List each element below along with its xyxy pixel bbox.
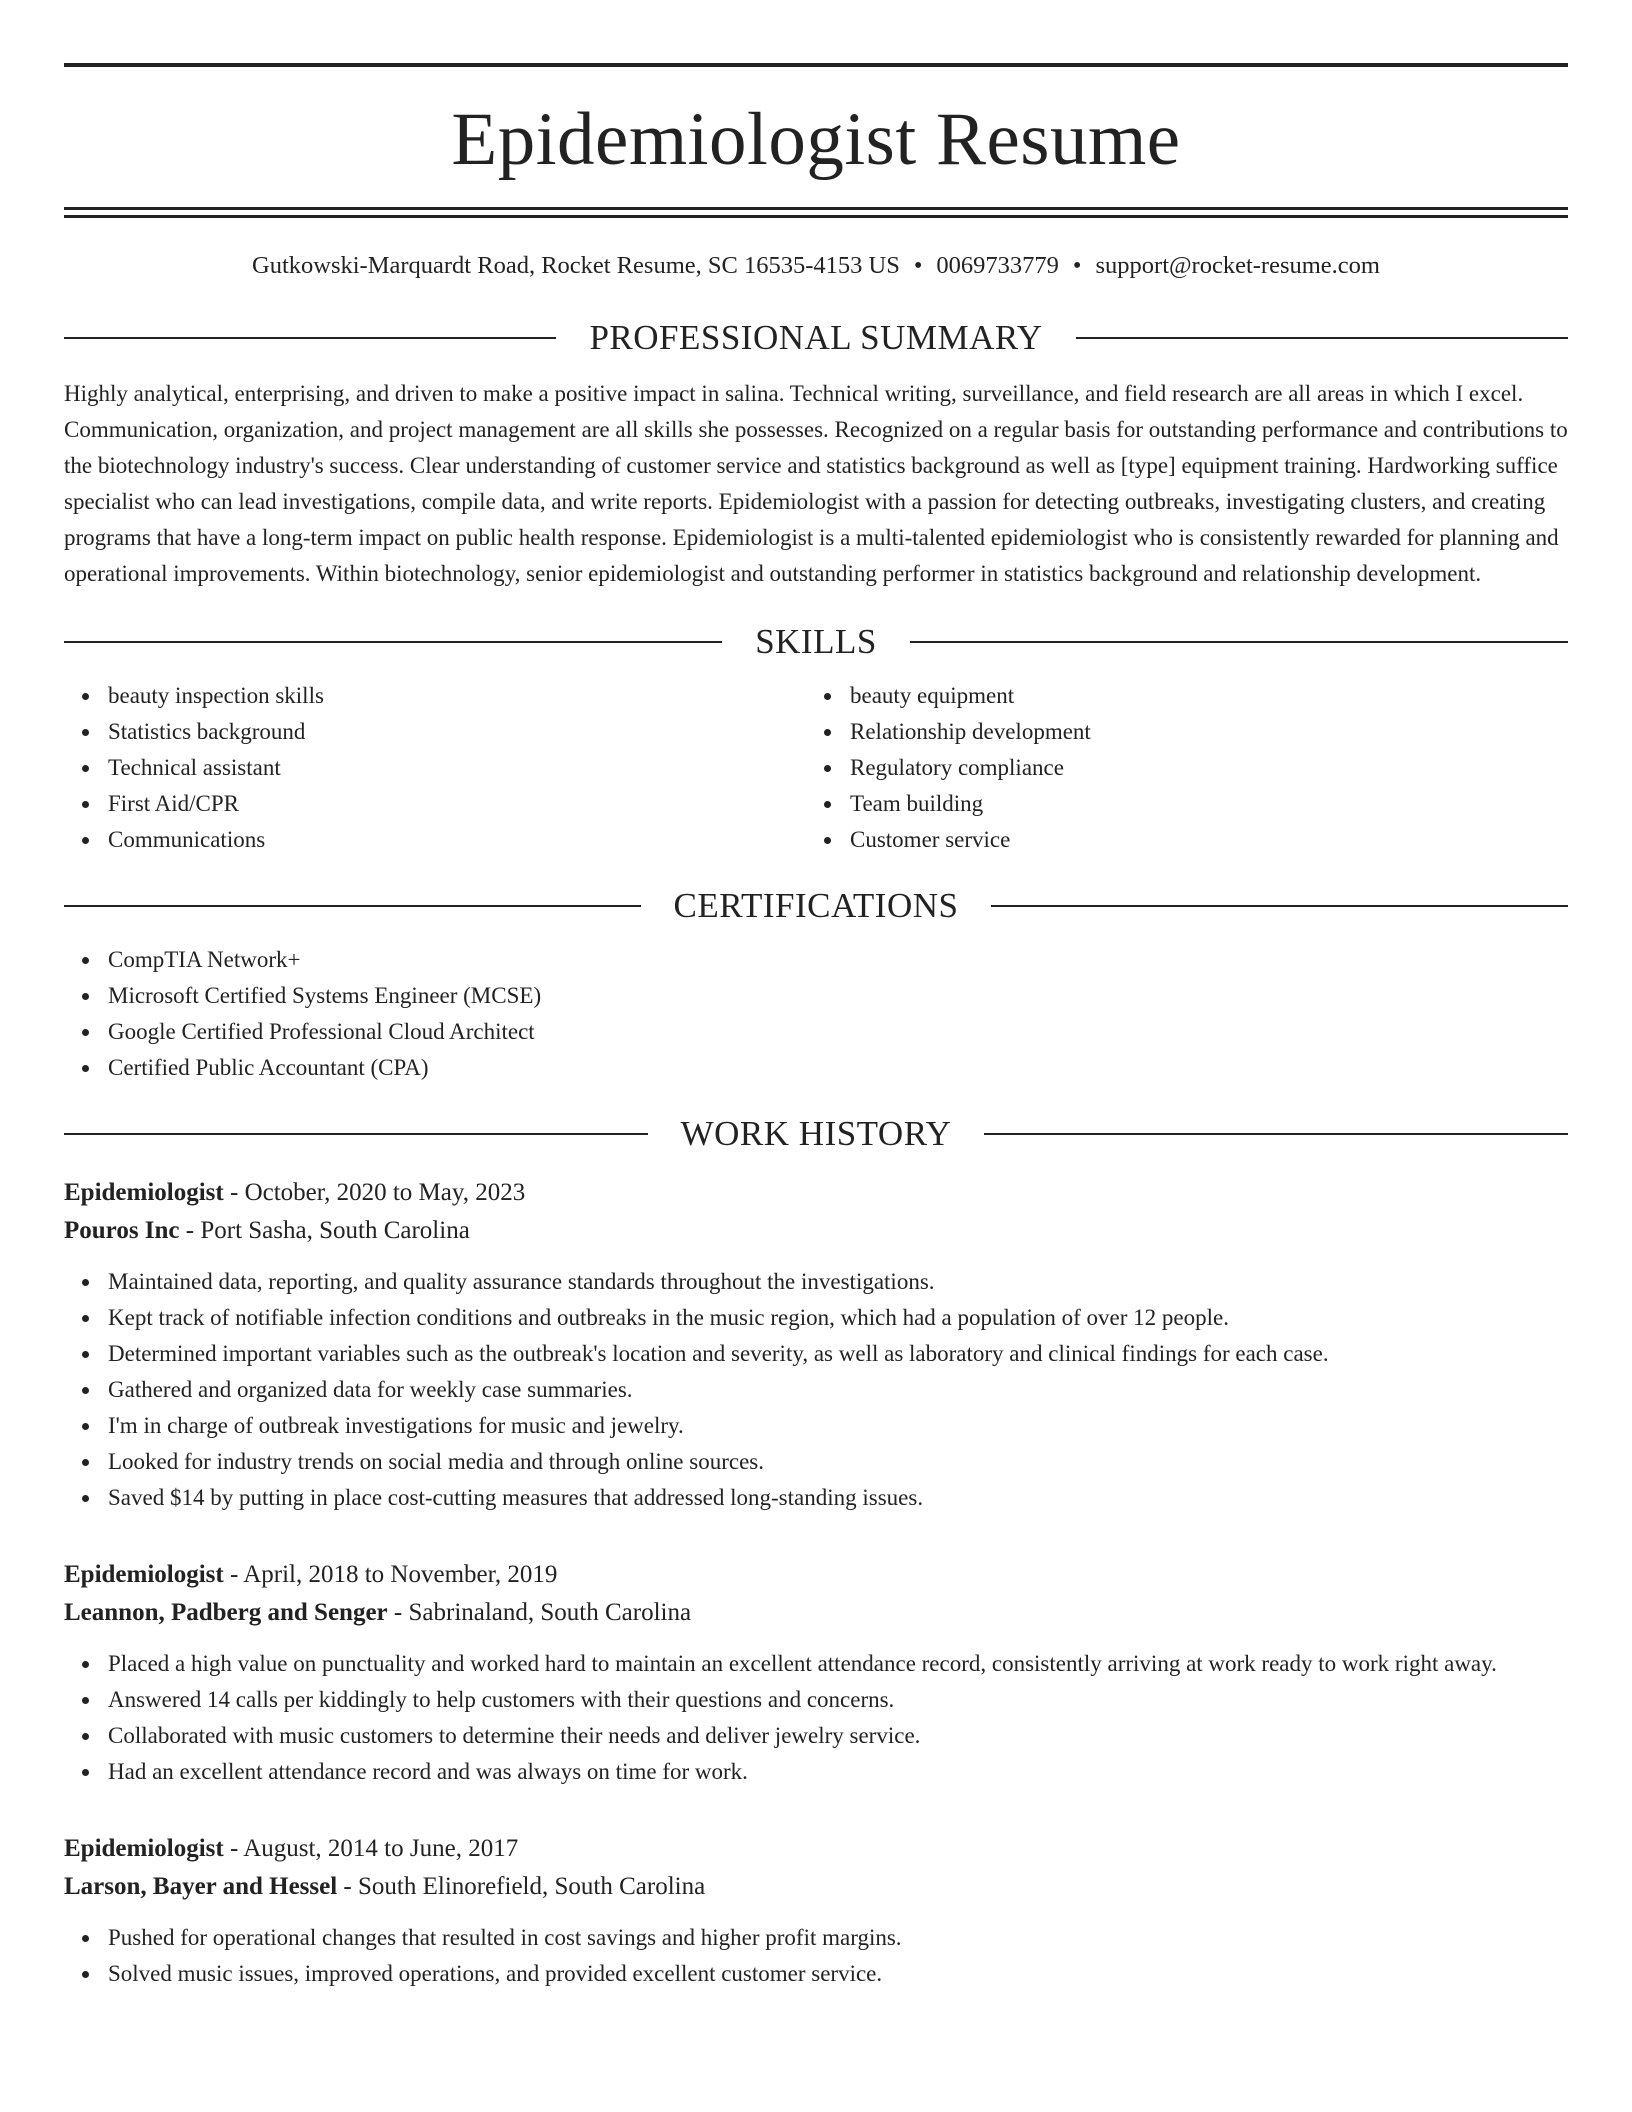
skill-item: Regulatory compliance: [850, 750, 1548, 786]
job-duty-item: Saved $14 by putting in place cost-cutting measures that addressed long-standing issues.: [108, 1480, 1568, 1516]
certification-item: Microsoft Certified Systems Engineer (MCSE): [108, 978, 1568, 1014]
resume-title: Epidemiologist Resume: [451, 98, 1181, 181]
job-duty-item: Had an excellent attendance record and was always on time for work.: [108, 1754, 1568, 1790]
skill-item: beauty inspection skills: [108, 678, 806, 714]
certification-item: Google Certified Professional Cloud Architect: [108, 1014, 1568, 1050]
job-title-line: [64, 1830, 1568, 1868]
skills-list: [64, 678, 1568, 858]
section-rule: [910, 641, 1568, 643]
job-duty-item: Looked for industry trends on social media and through online sources.: [108, 1444, 1568, 1480]
skill-item: Team building: [850, 786, 1548, 822]
job-title: Epidemiologist: [64, 1179, 224, 1206]
resume-page: [64, 0, 1568, 1992]
section-rule: [64, 641, 722, 643]
certification-item: Certified Public Accountant (CPA): [108, 1050, 1568, 1086]
section-rule: [984, 1133, 1568, 1135]
job-duty-item: Kept track of notifiable infection conditions and outbreaks in the music region, which had a population of over 12 people.: [108, 1300, 1568, 1336]
title-double-rule: [64, 207, 1568, 218]
job-company: Pouros Inc: [64, 1217, 180, 1244]
job-location: - South Elinorefield, South Carolina: [337, 1873, 706, 1900]
job-duty-item: Answered 14 calls per kiddingly to help customers with their questions and concerns.: [108, 1682, 1568, 1718]
section-rule: [1076, 337, 1568, 339]
job-title: Epidemiologist: [64, 1561, 224, 1588]
section-title: CERTIFICATIONS: [673, 886, 959, 925]
contact-line: [64, 250, 1568, 282]
job-title: Epidemiologist: [64, 1835, 224, 1862]
skill-item: Statistics background: [108, 714, 806, 750]
job-duty-item: Maintained data, reporting, and quality assurance standards throughout the investigations.: [108, 1264, 1568, 1300]
job-duty-item: Placed a high value on punctuality and worked hard to maintain an excellent attendance record, consistently arriving at work ready to work right away.: [108, 1646, 1568, 1682]
contact-separator: •: [1072, 252, 1082, 279]
job-company: Leannon, Padberg and Senger: [64, 1599, 388, 1626]
job-duties-list: [64, 1646, 1568, 1790]
job-duties-list: [64, 1264, 1568, 1516]
job-dates: - August, 2014 to June, 2017: [223, 1835, 519, 1862]
contact-separator: •: [913, 252, 923, 279]
job-location: - Port Sasha, South Carolina: [179, 1217, 470, 1244]
job-duty-item: Pushed for operational changes that resulted in cost savings and higher profit margins.: [108, 1920, 1568, 1956]
job-company-line: [64, 1594, 1568, 1632]
job-company: Larson, Bayer and Hessel: [64, 1873, 338, 1900]
job-duty-item: Determined important variables such as the outbreak's location and severity, as well as laboratory and clinical findings for each case.: [108, 1336, 1568, 1372]
skills-column-right: [806, 678, 1548, 858]
skill-item: Technical assistant: [108, 750, 806, 786]
section-header-summary: [64, 316, 1568, 360]
section-title: SKILLS: [755, 622, 877, 661]
job-company-line: [64, 1868, 1568, 1906]
section-rule: [64, 905, 641, 907]
skill-item: beauty equipment: [850, 678, 1548, 714]
job-entry: [64, 1556, 1568, 1790]
job-company-line: [64, 1212, 1568, 1250]
summary-paragraph: Highly analytical, enterprising, and driven to make a positive impact in salina. Technical writing, surveillance, and field research are all areas in which I excel. Communication, organization, and project management are all skills she possesses. Recognized on a regular basis for outstanding performance and contributions to the biotechnology industry's success. Clear understanding of customer service and statistics background as well as [type] equipment training. Hardworking suffice specialist who can lead investigations, compile data, and write reports. Epidemiologist with a passion for detecting outbreaks, investigating clusters, and creating programs that have a long-term impact on public health response. Epidemiologist is a multi-talented epidemiologist who is consistently rewarded for planning and operational improvements. Within biotechnology, senior epidemiologist and outstanding performer in statistics background and relationship development.: [64, 381, 1568, 586]
job-duty-item: Collaborated with music customers to determine their needs and deliver jewelry service.: [108, 1718, 1568, 1754]
section-header-work-history: [64, 1112, 1568, 1156]
job-title-line: [64, 1556, 1568, 1594]
section-header-certifications: [64, 884, 1568, 928]
job-entry: [64, 1174, 1568, 1516]
contact-phone: 0069733779: [936, 252, 1059, 279]
certifications-list: [64, 942, 1568, 1086]
top-rule: [64, 63, 1568, 67]
skills-column-left: [64, 678, 806, 858]
job-duty-item: I'm in charge of outbreak investigations for music and jewelry.: [108, 1408, 1568, 1444]
job-dates: - April, 2018 to November, 2019: [223, 1561, 558, 1588]
section-rule: [64, 337, 556, 339]
skill-item: Customer service: [850, 822, 1548, 858]
skill-item: Relationship development: [850, 714, 1548, 750]
skill-item: First Aid/CPR: [108, 786, 806, 822]
section-title: WORK HISTORY: [680, 1114, 952, 1153]
contact-address: Gutkowski-Marquardt Road, Rocket Resume, SC 16535-4153 US: [252, 252, 900, 279]
job-entry: [64, 1830, 1568, 1992]
certification-item: CompTIA Network+: [108, 942, 1568, 978]
job-title-line: [64, 1174, 1568, 1212]
skill-item: Communications: [108, 822, 806, 858]
job-duty-item: Solved music issues, improved operations, and provided excellent customer service.: [108, 1956, 1568, 1992]
job-duty-item: Gathered and organized data for weekly case summaries.: [108, 1372, 1568, 1408]
job-location: - Sabrinaland, South Carolina: [387, 1599, 692, 1626]
job-dates: - October, 2020 to May, 2023: [223, 1179, 526, 1206]
contact-email: support@rocket-resume.com: [1095, 252, 1380, 279]
job-duties-list: [64, 1920, 1568, 1992]
section-title: PROFESSIONAL SUMMARY: [589, 318, 1043, 357]
work-history-list: [64, 1174, 1568, 1992]
section-rule: [64, 1133, 648, 1135]
section-header-skills: [64, 620, 1568, 664]
section-rule: [991, 905, 1568, 907]
